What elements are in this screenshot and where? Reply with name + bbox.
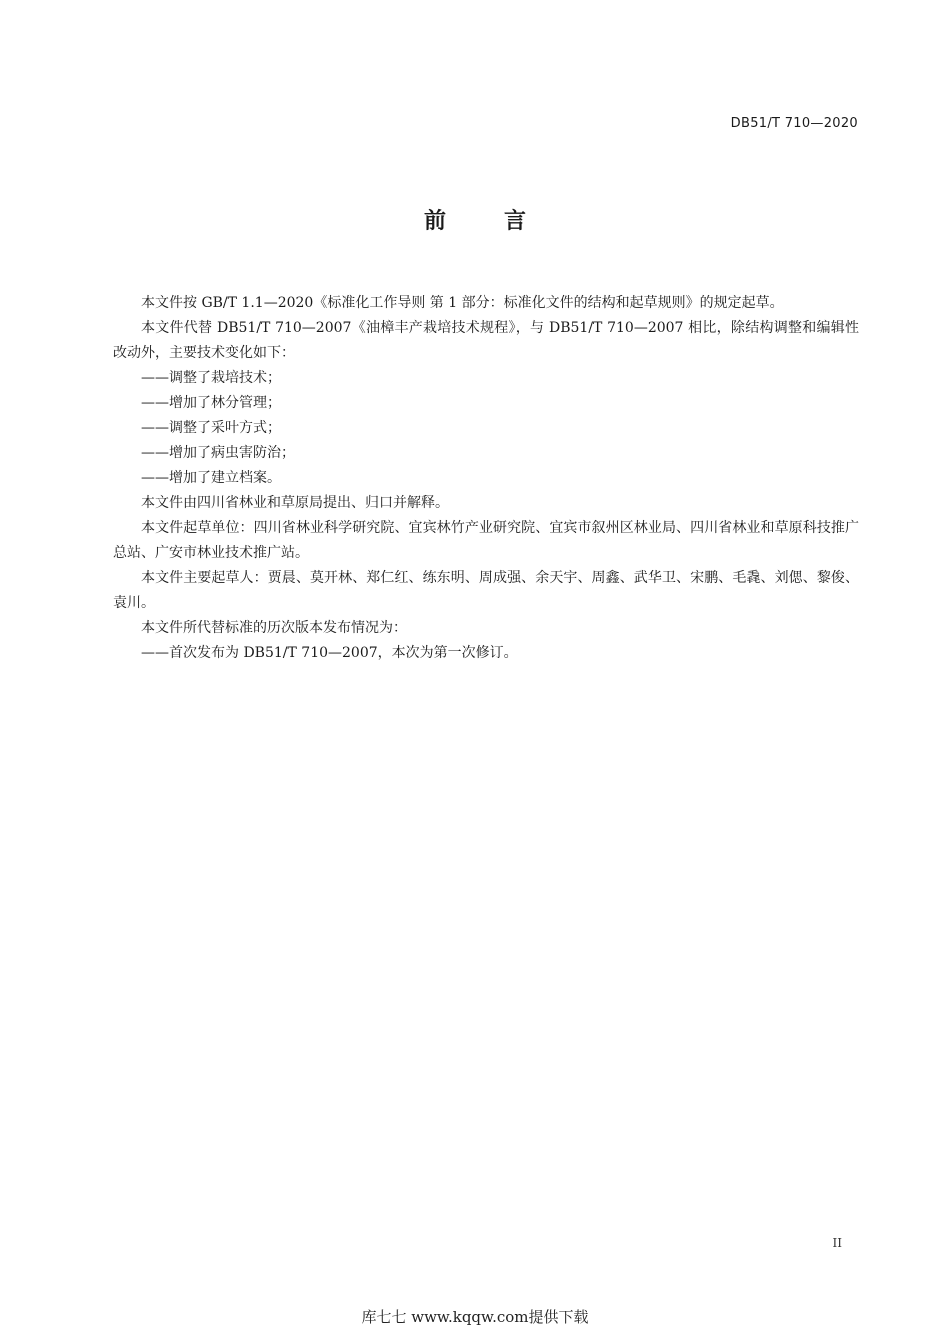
change-item: ——增加了建立档案。 [141,470,281,486]
page-title [0,204,950,235]
paragraph-proposer: 本文件由四川省林业和草原局提出、归口并解释。 [141,495,449,511]
paragraph-drafting-units: 本文件起草单位：四川省林业科学研究院、宜宾林竹产业研究院、宜宾市叙州区林业局、四川省林业和草原科技推广总站、广安市林业技术推广站。 [113,520,859,561]
title-char-2: 言 [504,209,527,234]
change-item: ——增加了病虫害防治； [141,445,295,461]
change-item: ——调整了采叶方式； [141,420,281,436]
page-number: II [832,1236,842,1250]
change-item: ——增加了林分管理； [141,395,281,411]
history-item: ——首次发布为 DB51/T 710—2007，本次为第一次修订。 [141,645,518,661]
paragraph-history-intro: 本文件所代替标准的历次版本发布情况为： [141,620,407,636]
foreword-body [113,291,859,666]
paragraph-drafting-rules: 本文件按 GB/T 1.1—2020《标准化工作导则 第 1 部分：标准化文件的结构和起草规则》的规定起草。 [141,295,784,311]
title-char-1: 前 [423,209,446,234]
download-watermark: 库七七 www.kqqw.com提供下载 [361,1308,589,1326]
change-item: ——调整了栽培技术； [141,370,281,386]
paragraph-drafters: 本文件主要起草人：贾晨、莫开林、郑仁红、练东明、周成强、余天宇、周鑫、武华卫、宋鹏、毛毳、刘偲、黎俊、袁川。 [113,570,859,611]
paragraph-replaces: 本文件代替 DB51/T 710—2007《油樟丰产栽培技术规程》，与 DB51/T 710—2007 相比，除结构调整和编辑性改动外，主要技术变化如下： [113,320,859,361]
standard-code: DB51/T 710—2020 [730,116,858,131]
